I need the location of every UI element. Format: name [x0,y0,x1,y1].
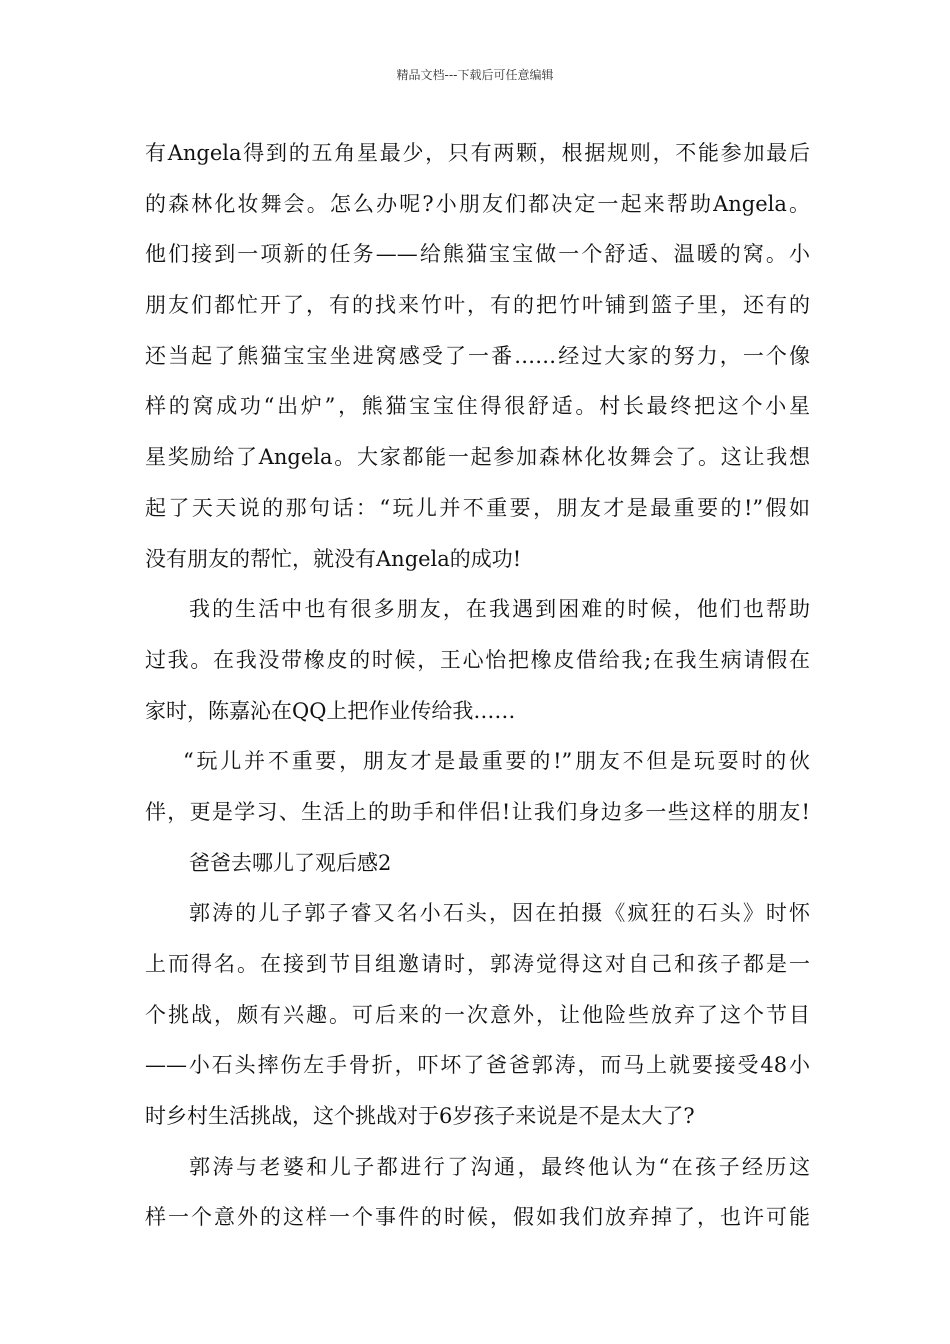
paragraph-first-line: 郭涛的儿子郭子睿又名小石头，因在拍摄《疯狂的石头》时怀 [189,901,810,926]
section-heading: 爸爸去哪儿了观后感2 [189,850,392,875]
text-line: 的森林化妆舞会。怎么办呢?小朋友们都决定一起来帮助Angela。 [145,191,810,216]
text-line: 个挑战，颇有兴趣。可后来的一次意外，让他险些放弃了这个节目 [145,1002,810,1027]
text-line: 朋友们都忙开了，有的找来竹叶，有的把竹叶铺到篮子里，还有的 [145,293,810,318]
document-body [145,128,810,1243]
text-line: 上而得名。在接到节目组邀请时，郭涛觉得这对自己和孩子都是一 [145,952,810,976]
text-line: 起了天天说的那句话：“玩儿并不重要，朋友才是最重要的!”假如 [145,495,810,520]
text-line: 样的窝成功“出炉”，熊猫宝宝住得很舒适。村长最终把这个小星 [145,394,810,419]
paragraph-first-line: 郭涛与老婆和儿子都进行了沟通，最终他认为“在孩子经历这 [189,1154,810,1179]
text-line: 时乡村生活挑战，这个挑战对于6岁孩子来说是不是太大了? [145,1104,695,1129]
text-line: 没有朋友的帮忙，就没有Angela的成功! [145,546,522,571]
text-line: 还当起了熊猫宝宝坐进窝感受了一番……经过大家的努力，一个像 [145,343,810,368]
text-line: 家时，陈嘉沁在QQ上把作业传给我…… [145,698,516,723]
paragraph-first-line: 我的生活中也有很多朋友，在我遇到困难的时候，他们也帮助 [189,597,810,622]
text-line: 样一个意外的这样一个事件的时候，假如我们放弃掉了，也许可能 [145,1205,810,1230]
text-line: 星奖励给了Angela。大家都能一起参加森林化妆舞会了。这让我想 [145,445,810,470]
text-line: 伴，更是学习、生活上的助手和伴侣!让我们身边多一些这样的朋友! [145,799,810,824]
text-line: 他们接到一项新的任务——给熊猫宝宝做一个舒适、温暖的窝。小 [145,242,810,267]
text-line: ——小石头摔伤左手骨折，吓坏了爸爸郭涛，而马上就要接受48小 [145,1053,810,1078]
page-header: 精品文档---下载后可任意编辑 [396,68,554,82]
paragraph-first-line: “玩儿并不重要，朋友才是最重要的!”朋友不但是玩耍时的伙 [183,749,810,774]
text-line: 过我。在我没带橡皮的时候，王心怡把橡皮借给我;在我生病请假在 [145,647,810,672]
text-line: 有Angela得到的五角星最少，只有两颗，根据规则，不能参加最后 [145,141,810,165]
